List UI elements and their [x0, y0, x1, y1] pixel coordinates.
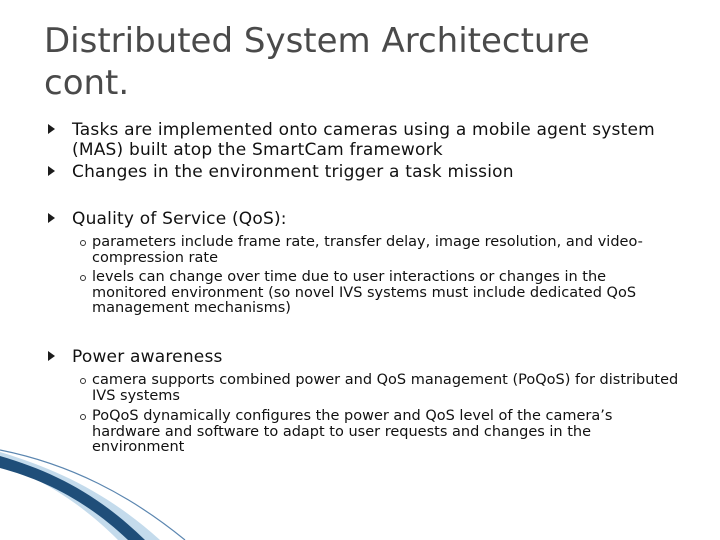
sub-bullet-text: camera supports combined power and QoS management (PoQoS) for distributed IVS systems — [92, 372, 679, 404]
triangle-arrow-icon — [48, 166, 55, 176]
hollow-circle-icon — [80, 240, 86, 246]
decorative-swoosh — [0, 440, 720, 540]
sub-bullet-text: levels can change over time due to user interactions or changes in the monitored environment (so novel IVS systems must include dedicated QoS management mechanisms) — [92, 269, 637, 316]
bullet-text: Tasks are implemented onto cameras using a mobile agent system (MAS) built atop the SmartCam framework — [72, 120, 655, 160]
hollow-circle-icon — [80, 275, 86, 281]
triangle-arrow-icon — [48, 351, 55, 361]
swoosh-dark-band — [0, 456, 145, 540]
slide-title: Distributed System Architecture cont. — [44, 21, 590, 103]
hollow-circle-icon — [80, 378, 86, 384]
bullet-text: Power awareness — [72, 347, 223, 367]
hollow-circle-icon — [80, 414, 86, 420]
bullet-text: Quality of Service (QoS): — [72, 209, 287, 229]
sub-bullet-text: PoQoS dynamically configures the power and QoS level of the camera’s hardware and software to adapt to user requests and changes in the environment — [92, 408, 613, 455]
sub-bullet-text: parameters include frame rate, transfer delay, image resolution, and video-compression rate — [92, 234, 643, 266]
bullet-text: Changes in the environment trigger a task mission — [72, 162, 514, 182]
triangle-arrow-icon — [48, 213, 55, 223]
triangle-arrow-icon — [48, 124, 55, 134]
